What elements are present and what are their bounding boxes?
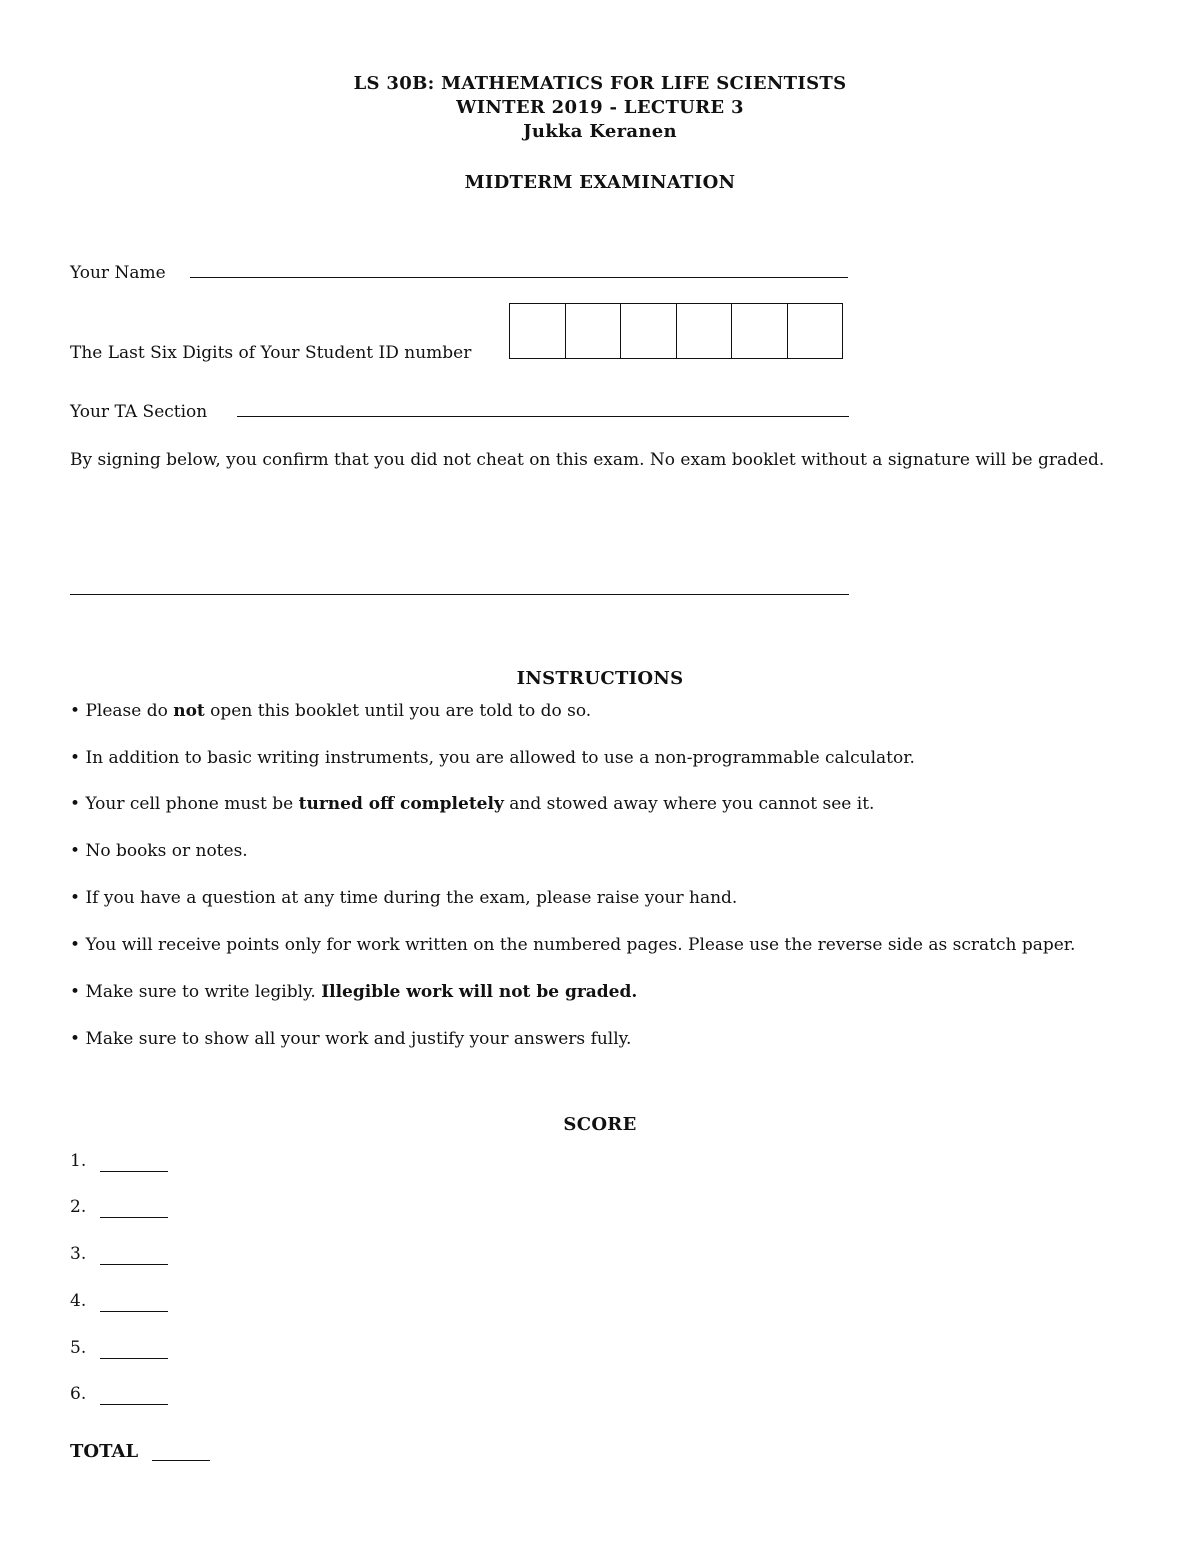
score-row (70, 1151, 86, 1171)
score-heading: SCORE (563, 1114, 637, 1135)
bullet-icon: • (70, 888, 81, 908)
term-lecture: WINTER 2019 - LECTURE 3 (456, 97, 744, 118)
instruction-item: • If you have a question at any time during the exam, please raise your hand. (70, 888, 738, 908)
instruction-item: • Make sure to show all your work and justify your answers fully. (70, 1029, 632, 1049)
score-row-number: 5. (70, 1338, 87, 1358)
bullet-icon: • (70, 794, 81, 814)
student-id-boxes (509, 303, 843, 359)
instruction-item: • Please do not open this booklet until you are told to do so. (70, 701, 592, 721)
score-blank[interactable] (100, 1217, 168, 1218)
student-id-digit-box[interactable] (677, 304, 733, 358)
instruction-item: • In addition to basic writing instruments, you are allowed to use a non-programmable calculator. (70, 748, 915, 768)
score-blank[interactable] (100, 1264, 168, 1265)
student-id-digit-box[interactable] (510, 304, 566, 358)
score-row-number: 4. (70, 1291, 87, 1311)
course-title: LS 30B: MATHEMATICS FOR LIFE SCIENTISTS (353, 73, 847, 94)
score-row-number: 3. (70, 1244, 87, 1264)
bullet-icon: • (70, 748, 81, 768)
student-id-label: The Last Six Digits of Your Student ID number (70, 343, 472, 363)
bullet-icon: • (70, 935, 81, 955)
ta-section-label: Your TA Section (70, 402, 208, 422)
score-row (70, 1197, 86, 1217)
score-row-number: 6. (70, 1384, 87, 1404)
score-row-number: 2. (70, 1197, 87, 1217)
instructions-heading: INSTRUCTIONS (516, 668, 684, 689)
instruction-item: • You will receive points only for work written on the numbered pages. Please use the reverse side as scratch paper. (70, 935, 1076, 955)
score-row (70, 1384, 86, 1404)
student-id-digit-box[interactable] (621, 304, 677, 358)
score-blank[interactable] (100, 1358, 168, 1359)
score-row (70, 1244, 86, 1264)
score-row-number: 1. (70, 1151, 87, 1171)
bullet-icon: • (70, 841, 81, 861)
instruction-item: • Your cell phone must be turned off completely and stowed away where you cannot see it. (70, 794, 875, 814)
instructor-name: Jukka Keranen (523, 121, 677, 142)
score-row (70, 1291, 86, 1311)
instruction-item: • Make sure to write legibly. Illegible work will not be graded. (70, 982, 638, 1002)
bullet-icon: • (70, 1029, 81, 1049)
ta-section-field-line[interactable] (237, 416, 849, 417)
student-id-digit-box[interactable] (788, 304, 843, 358)
score-row (70, 1338, 86, 1358)
score-blank[interactable] (100, 1311, 168, 1312)
signature-statement: By signing below, you confirm that you did not cheat on this exam. No exam booklet without a signature will be graded. (70, 450, 1105, 470)
exam-title: MIDTERM EXAMINATION (464, 172, 736, 193)
score-blank[interactable] (100, 1171, 168, 1172)
score-blank[interactable] (100, 1404, 168, 1405)
name-field-line[interactable] (190, 277, 848, 278)
bullet-icon: • (70, 982, 81, 1002)
signature-line[interactable] (70, 594, 849, 595)
total-blank[interactable] (152, 1460, 210, 1461)
student-id-digit-box[interactable] (732, 304, 788, 358)
total-label: TOTAL (70, 1441, 139, 1462)
name-label: Your Name (70, 263, 166, 283)
instruction-item: • No books or notes. (70, 841, 248, 861)
bullet-icon: • (70, 701, 81, 721)
student-id-digit-box[interactable] (566, 304, 622, 358)
